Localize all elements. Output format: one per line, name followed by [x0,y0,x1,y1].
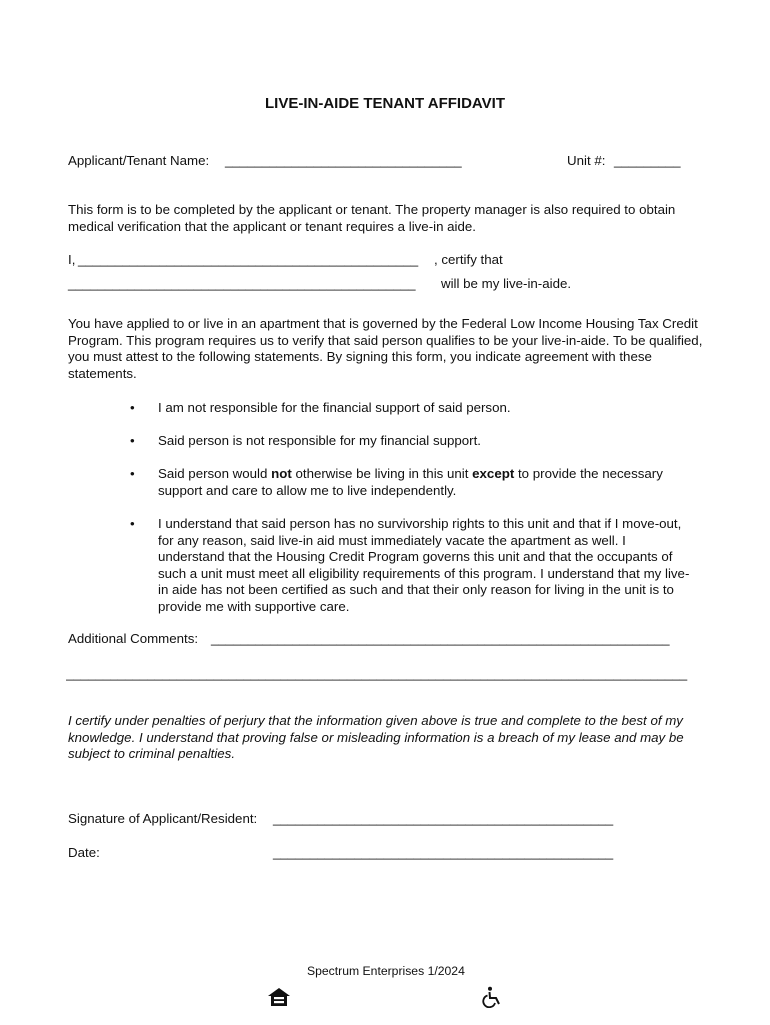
bullet-text-part: otherwise be living in this unit [291,466,473,481]
date-field[interactable]: ______________________________________________ [273,845,614,860]
bullet-text: I am not responsible for the financial support of said person. [158,400,511,415]
unit-label: Unit #: [567,153,606,168]
bullet-text: Said person is not responsible for my financial support. [158,433,481,448]
comments-field-line-2[interactable]: ____________________________________________________________________________________ [66,666,688,681]
bullet-text [158,466,688,499]
bullet-text: I understand that said person has no survivorship rights to this unit and that if I move-out, for any reason, said live-in aid must immediately vacate the apartment as well. I understand that the Housing Credit Program governs this unit and that the occupants of such a unit must meet all eligibility requirements of this program. I understand that my live-in aide has not been certified as such and that their only reason for living in the unit is to provide me with supportive care. [158,516,690,614]
signature-label: Signature of Applicant/Resident: [68,811,258,826]
applicant-name-label: Applicant/Tenant Name: [68,153,210,168]
comments-field-line-1[interactable]: ______________________________________________________________ [211,631,670,646]
bullet-marker: • [130,466,135,481]
signature-field[interactable]: ______________________________________________ [273,811,614,826]
bullet-text-emphasis: not [271,466,292,481]
bullet-marker: • [130,400,135,415]
comments-label: Additional Comments: [68,631,199,646]
bullet-text-part: Said person would [158,466,272,481]
certify-suffix: , certify that [434,252,503,267]
intro-paragraph: This form is to be completed by the applicant or tenant. The property manager is also required to obtain medical verification that the applicant or tenant requires a live-in aide. [68,202,676,234]
bullet-text-emphasis: except [472,466,515,481]
page-title: LIVE-IN-AIDE TENANT AFFIDAVIT [265,95,505,112]
accessibility-icon [482,953,504,1025]
perjury-statement: I certify under penalties of perjury that the information given above is true and complete to the best of my knowledge. I understand that proving false or misleading information is a breach of my lease and may be subject to criminal penalties. [68,713,684,761]
date-label: Date: [68,845,100,860]
unit-field[interactable]: _________ [614,153,681,168]
bullet-text-part: to provide the necessary support and care to allow me to live independently. [158,466,663,498]
program-paragraph: You have applied to or live in an apartment that is governed by the Federal Low Income Housing Tax Credit Program. This program requires us to verify that said person qualifies to be your live-in-aide. To be qualified, you must attest to the following statements. By signing this form, you indicate agreement with these statements. [68,316,703,381]
certify-prefix: I, [68,252,76,267]
footer-text: Spectrum Enterprises 1/2024 [307,964,465,978]
bullet-marker: • [130,516,135,531]
applicant-name-field[interactable]: ________________________________ [225,153,462,168]
bullet-marker: • [130,433,135,448]
certify-name-field[interactable]: ______________________________________________ [78,252,419,267]
aide-name-field[interactable]: _______________________________________________ [68,276,416,291]
equal-housing-icon [267,954,291,1024]
aide-suffix: will be my live-in-aide. [441,276,572,291]
